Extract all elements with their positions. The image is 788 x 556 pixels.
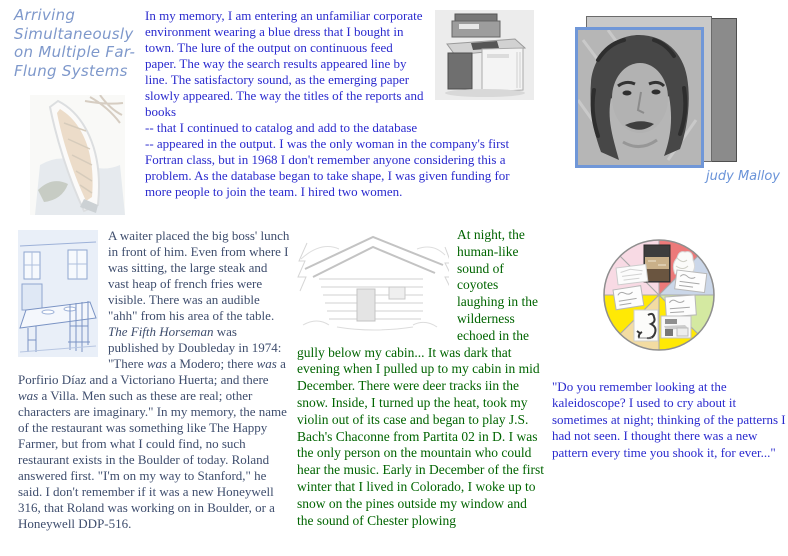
cabin-memory-paragraph [297, 227, 545, 529]
page-title: Arriving Simultaneously on Multiple Far-Flung Systems [14, 6, 136, 80]
dining-room-drawing [18, 230, 98, 357]
log-cabin-sketch [297, 229, 449, 334]
letter-drawing-thumbnail [665, 295, 696, 317]
restaurant-memory-text: A waiter placed the big boss' lunch in front of him. Even from where I was sitting, the large steak and vast heap of french fries were visible. There was an audible "ahh" from his area of the table. The Fifth Horseman was published by Doubleday in 1974: "There was a Modero; there was a Porfirio Díaz and a Victoriano Huerta; and there was a Villa. Men such as these are real; other characters are imaginary." In my memory, the name of the restaurant was something like The Happy Farmer, but from what I could find, no such restaurant exists in the Boulder of today. Roland answered first. "I'm on my way to Stanford," he said. I don't remember if it was a new Honeywell 316, that Roland was working on in Boulder, or a Honeywell DDP-516. [18, 228, 290, 531]
vintage-computer-photo [435, 10, 534, 100]
fortran-memory-paragraph [145, 8, 534, 200]
letter-drawing-thumbnail [613, 286, 644, 310]
kaleidoscope-wheel [602, 238, 716, 352]
judy-malloy-portrait [578, 30, 701, 165]
cabin-memory-text: At night, the human-like sound of coyotes laughing in the wilderness echoed in the gully below my cabin... It was dark that evening when I pulled up to my cabin in mid December. There were deer tracks iin the snow. Inside, I turned up the heat, took my violin out of its case and began to play J.S. Bach's Chaconne from Partita 02 in D. I was the only person on the mountain who could hear the music. Early in December of the first winter that I lived in Colorado, I woke up to snow on the pines outside my window and the sound of Chester plowing [297, 227, 545, 528]
room-sketch-thumbnail [616, 264, 648, 285]
author-caption: judy Malloy [706, 169, 780, 184]
fortran-memory-text: In my memory, I am entering an unfamiliar corporate environment wearing a blue dress that I bought in town. The lure of the output on continuous feed paper. The way the search results appeared line by line. The satisfactory sound, as the emerging paper slowly appeared. The way the titles of the reports and books -- that I continued to catalog and add to the database -- appeared in the output. I was the only woman in the company's first Fortran class, but in 1968 I don't remember anyone considering this a problem. As the database began to take shape, I was given funding for more people to join the team. I hired two women. [145, 8, 510, 199]
figure-sketch-thumbnail [634, 310, 658, 341]
canoe-photo [30, 95, 125, 215]
kaleidoscope-quote: "Do you remember looking at the kaleidoscope? I used to cry about it sometimes at night; thinking of the patterns I had not seen. I thought there was a new pattern every time you shook it, for ever..." [552, 379, 786, 460]
computer-photo-thumbnail [661, 316, 691, 338]
letter-drawing-thumbnail [675, 270, 707, 293]
boat-photo-thumbnail [644, 245, 670, 282]
portrait-frame [575, 27, 704, 168]
restaurant-memory-paragraph [18, 228, 290, 532]
